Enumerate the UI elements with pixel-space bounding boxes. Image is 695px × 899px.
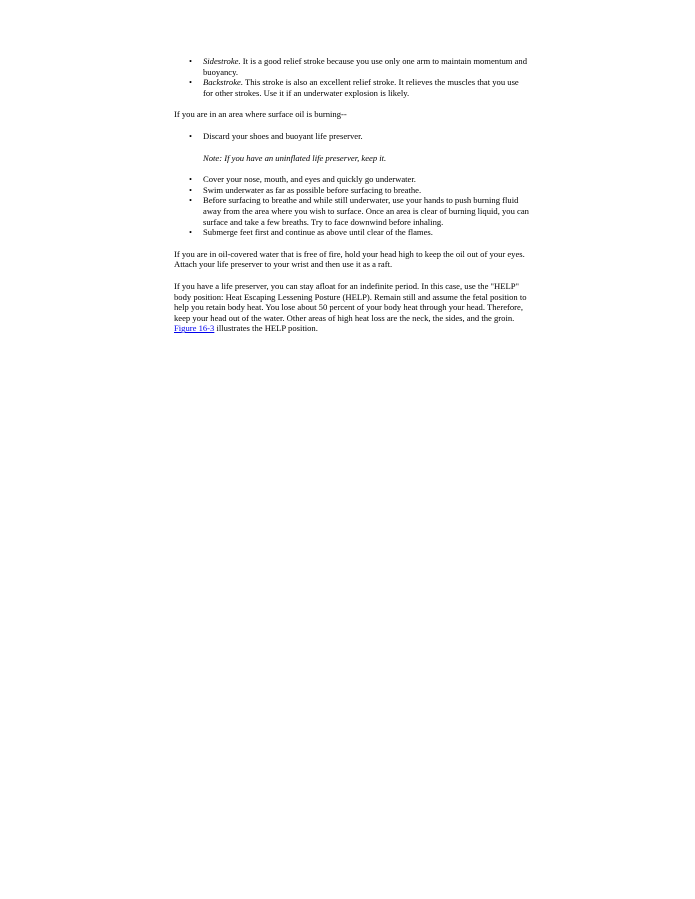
stroke-description: It is a good relief stroke because you use only one arm to maintain momentum and buoyancy. xyxy=(203,56,528,77)
bullet-icon: • xyxy=(189,174,193,185)
oil-water-paragraph: If you are in oil-covered water that is free of fire, hold your head high to keep the oil out of your eyes. Attach your life preserver to your wrist and then use it as a raft. xyxy=(174,248,525,270)
list-item-text: Submerge feet first and continue as above until clear of the flames. xyxy=(203,227,433,238)
burning-steps-list xyxy=(174,174,530,238)
list-item-backstroke xyxy=(174,77,530,98)
bullet-icon: • xyxy=(189,130,193,141)
help-text-after-link: illustrates the HELP position. xyxy=(214,323,318,334)
list-item-discard xyxy=(174,131,530,142)
stroke-term: Sidestroke. xyxy=(203,56,241,66)
list-item-text: Before surfacing to breathe and while still underwater, use your hands to push burning fluid away from the area where you wish to surface. Once an area is clear of burning liquid, you can surface and take a few breaths. Try to face downwind before inhaling. xyxy=(203,195,529,227)
list-item-step xyxy=(174,174,530,185)
help-position-paragraph xyxy=(174,281,530,334)
list-item-text: Swim underwater as far as possible before surfacing to breathe. xyxy=(203,184,422,195)
bullet-icon: • xyxy=(189,56,193,66)
bullet-icon: • xyxy=(189,77,193,88)
figure-16-3-link[interactable]: Figure 16-3 xyxy=(174,323,215,334)
stroke-description: This stroke is also an excellent relief stroke. It relieves the muscles that you use for other strokes. Use it if an underwater explosion is likely. xyxy=(203,77,519,98)
list-item-text: Cover your nose, mouth, and eyes and quickly go underwater. xyxy=(203,174,416,185)
bullet-icon: • xyxy=(189,184,193,195)
stroke-list xyxy=(174,56,530,98)
list-item-step xyxy=(174,185,530,196)
help-text-before-link: If you have a life preserver, you can stay afloat for an indefinite period. In this case, use the "HELP" body position: Heat Escaping Lessening Posture (HELP). Remain still and assume the fetal position to help you retain body heat. You lose about 50 percent of your body heat through your head. Therefore, keep your head out of the water. Other areas of high heat loss are the neck, the sides, and the groin. xyxy=(174,280,527,323)
note-text: Note: If you have an uninflated life preserver, keep it. xyxy=(203,152,387,163)
burning-intro-paragraph: If you are in an area where surface oil is burning-- xyxy=(174,109,347,120)
list-item-sidestroke xyxy=(174,56,530,77)
document-page xyxy=(174,56,530,334)
list-item-step xyxy=(174,195,530,227)
bullet-icon: • xyxy=(189,195,193,206)
burning-first-list xyxy=(174,131,530,142)
list-item-step xyxy=(174,227,530,238)
bullet-icon: • xyxy=(189,227,193,238)
list-item-text: Discard your shoes and buoyant life preserver. xyxy=(203,130,363,141)
stroke-term: Backstroke. xyxy=(203,77,244,88)
